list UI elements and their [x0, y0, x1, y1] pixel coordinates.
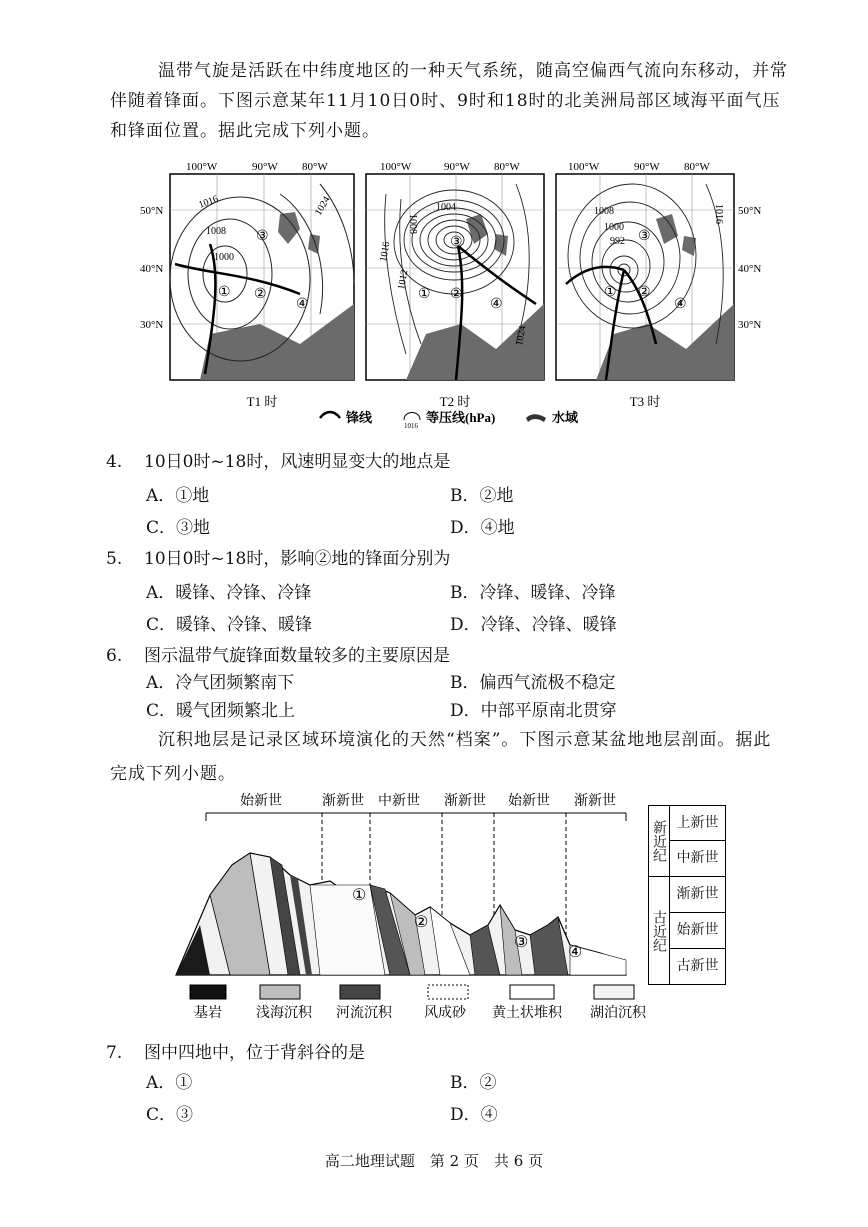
water-icon	[526, 414, 546, 422]
t2-isobar-label-2: 1016	[378, 240, 393, 263]
strata-top-label-4: 渐新世	[444, 794, 486, 809]
lat-label-50n-right: 50°N	[738, 205, 762, 217]
t1-isobar-label-4: 1024	[313, 194, 333, 218]
map-panel-t2	[366, 174, 544, 409]
t2-point-2: ②	[450, 287, 463, 302]
legend-swatch-river	[340, 985, 380, 999]
q6-option-b[interactable]: B．偏西气流极不稳定	[450, 673, 616, 693]
t3-isobar-label-3: 992	[610, 236, 625, 247]
strata-figure	[170, 785, 730, 1025]
strata-top-label-6: 渐新世	[574, 794, 616, 809]
strata-point-1: ①	[352, 887, 367, 904]
question-7-number: 7.	[106, 1043, 123, 1063]
question-7-text: 图中四地中，位于背斜谷的是	[144, 1043, 365, 1063]
question-5-number: 5.	[106, 549, 123, 569]
question-5-text: 10日0时~18时，影响②地的锋面分别为	[144, 549, 451, 569]
q7-option-d[interactable]: D．④	[450, 1105, 498, 1125]
q4-option-b[interactable]: B．②地	[450, 486, 514, 506]
lat-label-40n-left: 40°N	[140, 263, 164, 275]
lon-label-90w-2: 90°W	[444, 161, 470, 173]
lat-label-30n-right: 30°N	[738, 319, 762, 331]
intro-line-3: 和锋面位置。据此完成下列小题。	[110, 121, 380, 141]
t3-isobar-label-4: 1016	[713, 204, 724, 224]
lon-label-80w-2: 80°W	[494, 161, 520, 173]
t3-point-2: ②	[638, 285, 651, 300]
legend-swatch-aeolian-sand	[428, 985, 468, 999]
legend-river: 河流沉积	[336, 1006, 392, 1021]
question-6	[106, 641, 450, 666]
legend-isobar-sample: 1016	[404, 422, 418, 428]
epoch-pliocene: 上新世	[670, 806, 725, 841]
epoch-paleocene: 古新世	[676, 958, 719, 974]
t3-isobar-label-1: 1008	[594, 206, 614, 217]
t2-isobar-label-3: 1012	[396, 268, 411, 291]
map-legend	[320, 410, 579, 428]
lat-label-40n-right: 40°N	[738, 263, 762, 275]
lat-label-30n-left: 30°N	[140, 319, 164, 331]
lon-label-80w-1: 80°W	[302, 161, 328, 173]
q4-option-c[interactable]: C．③地	[146, 518, 211, 538]
page-footer: 高二地理试题 第 2 页 共 6 页	[324, 1152, 544, 1170]
strata-point-4: ④	[568, 944, 583, 961]
lon-label-80w-3: 80°W	[684, 161, 710, 173]
t3-caption: T3 时	[629, 394, 661, 409]
strata-top-label-1: 始新世	[240, 794, 282, 809]
question-4	[106, 447, 450, 472]
strata-svg	[170, 785, 730, 1025]
legend-water: 水域	[552, 410, 579, 425]
t3-point-4: ④	[674, 297, 687, 312]
t3-point-1: ①	[604, 285, 617, 300]
t2-point-3: ③	[450, 235, 463, 250]
strata-point-2: ②	[414, 914, 429, 931]
weather-maps-figure	[140, 158, 780, 428]
lon-label-100w-2: 100°W	[380, 161, 412, 173]
front-line-icon	[320, 412, 340, 418]
weather-maps-svg	[140, 158, 780, 428]
t1-point-1: ①	[218, 285, 231, 300]
era-neogene	[649, 806, 670, 877]
lon-label-100w-3: 100°W	[568, 161, 600, 173]
q7-option-b[interactable]: B．②	[450, 1073, 497, 1093]
legend-front: 锋线	[346, 410, 373, 425]
question-4-text: 10日0时~18时，风速明显变大的地点是	[144, 452, 451, 472]
q7-option-a[interactable]: A．①	[146, 1073, 193, 1093]
epoch-miocene: 中新世	[670, 841, 725, 877]
strata-point-3: ③	[514, 934, 529, 951]
era-neogene-label: 新近纪	[651, 820, 667, 862]
lon-label-90w-1: 90°W	[252, 161, 278, 173]
t2-isobar-label-1: 1004	[436, 202, 456, 213]
strata-top-label-3: 中新世	[378, 794, 420, 809]
legend-isobar: 等压线(hPa)	[426, 410, 496, 425]
q4-option-a[interactable]: A．①地	[146, 486, 210, 506]
legend-aeolian-sand: 风成砂	[424, 1006, 466, 1021]
t2-point-1: ①	[418, 287, 431, 302]
intro-line-1: 温带气旋是活跃在中纬度地区的一种天气系统，随高空偏西气流向东移动，并常	[158, 61, 788, 81]
strata-top-label-2: 渐新世	[322, 794, 364, 809]
q6-option-d[interactable]: D．中部平原南北贯穿	[450, 701, 617, 721]
strata-column-table	[648, 805, 726, 985]
intro2-line-2: 完成下列小题。	[110, 764, 236, 784]
t2-caption: T2 时	[439, 394, 471, 409]
legend-shallow-sea: 浅海沉积	[256, 1006, 312, 1021]
intro2-line-1: 沉积地层是记录区域环境演化的天然“档案”。下图示意某盆地地层剖面。据此	[158, 730, 772, 750]
lat-label-50n-left: 50°N	[140, 205, 164, 217]
t2-isobar-label-5: 1024	[514, 324, 529, 347]
intro-paragraph-1	[110, 56, 800, 146]
lon-label-100w-1: 100°W	[186, 161, 218, 173]
question-6-number: 6.	[106, 646, 123, 666]
legend-loess: 黄土状堆积	[492, 1006, 562, 1021]
intro-line-2: 伴随着锋面。下图示意某年11月10日0时、9时和18时的北美洲局部区域海平面气压	[110, 91, 781, 111]
map-panel-t3	[556, 174, 734, 409]
question-4-number: 4.	[106, 452, 123, 472]
epoch-eocene: 始新世	[670, 913, 725, 949]
legend-swatch-bedrock	[190, 985, 226, 999]
question-6-text: 图示温带气旋锋面数量较多的主要原因是	[144, 646, 450, 666]
q5-option-b[interactable]: B．冷锋、暖锋、冷锋	[450, 583, 616, 603]
t3-isobar-label-2: 1000	[604, 222, 624, 233]
era-paleogene-label: 古近纪	[651, 909, 667, 952]
t1-point-4: ④	[296, 297, 309, 312]
isobar-icon	[404, 413, 420, 421]
legend-lake: 湖泊沉积	[590, 1006, 646, 1021]
t1-caption: T1 时	[246, 394, 278, 409]
t1-isobar-label-3: 1000	[214, 252, 234, 263]
t1-point-3: ③	[256, 229, 269, 244]
q7-option-c[interactable]: C．③	[146, 1105, 194, 1125]
t1-point-2: ②	[254, 287, 267, 302]
legend-bedrock: 基岩	[194, 1006, 222, 1021]
t3-point-3: ③	[638, 229, 651, 244]
question-7	[106, 1038, 365, 1063]
era-paleogene	[649, 877, 670, 984]
t1-isobar-label-1: 1016	[197, 193, 220, 211]
legend-swatch-lake	[594, 985, 634, 999]
q5-option-c[interactable]: C．暖锋、冷锋、暖锋	[146, 615, 313, 635]
q5-option-d[interactable]: D．冷锋、冷锋、暖锋	[450, 615, 617, 635]
t2-point-4: ④	[490, 297, 503, 312]
q6-option-c[interactable]: C．暖气团频繁北上	[146, 701, 296, 721]
t2-isobar-label-4: 1008	[407, 214, 418, 234]
epoch-oligocene: 渐新世	[670, 877, 725, 913]
legend-swatch-shallow-sea	[260, 985, 300, 999]
t1-isobar-label-2: 1008	[206, 226, 226, 237]
q6-option-a[interactable]: A．冷气团频繁南下	[146, 673, 295, 693]
strata-legend	[190, 985, 647, 1021]
q5-option-a[interactable]: A．暖锋、冷锋、冷锋	[146, 583, 312, 603]
lon-label-90w-3: 90°W	[634, 161, 660, 173]
strata-top-label-5: 始新世	[508, 794, 550, 809]
legend-swatch-loess	[510, 985, 554, 999]
question-5	[106, 544, 450, 569]
q4-option-d[interactable]: D．④地	[450, 518, 515, 538]
map-panel-t1	[170, 174, 354, 409]
intro-paragraph-2	[110, 725, 800, 789]
